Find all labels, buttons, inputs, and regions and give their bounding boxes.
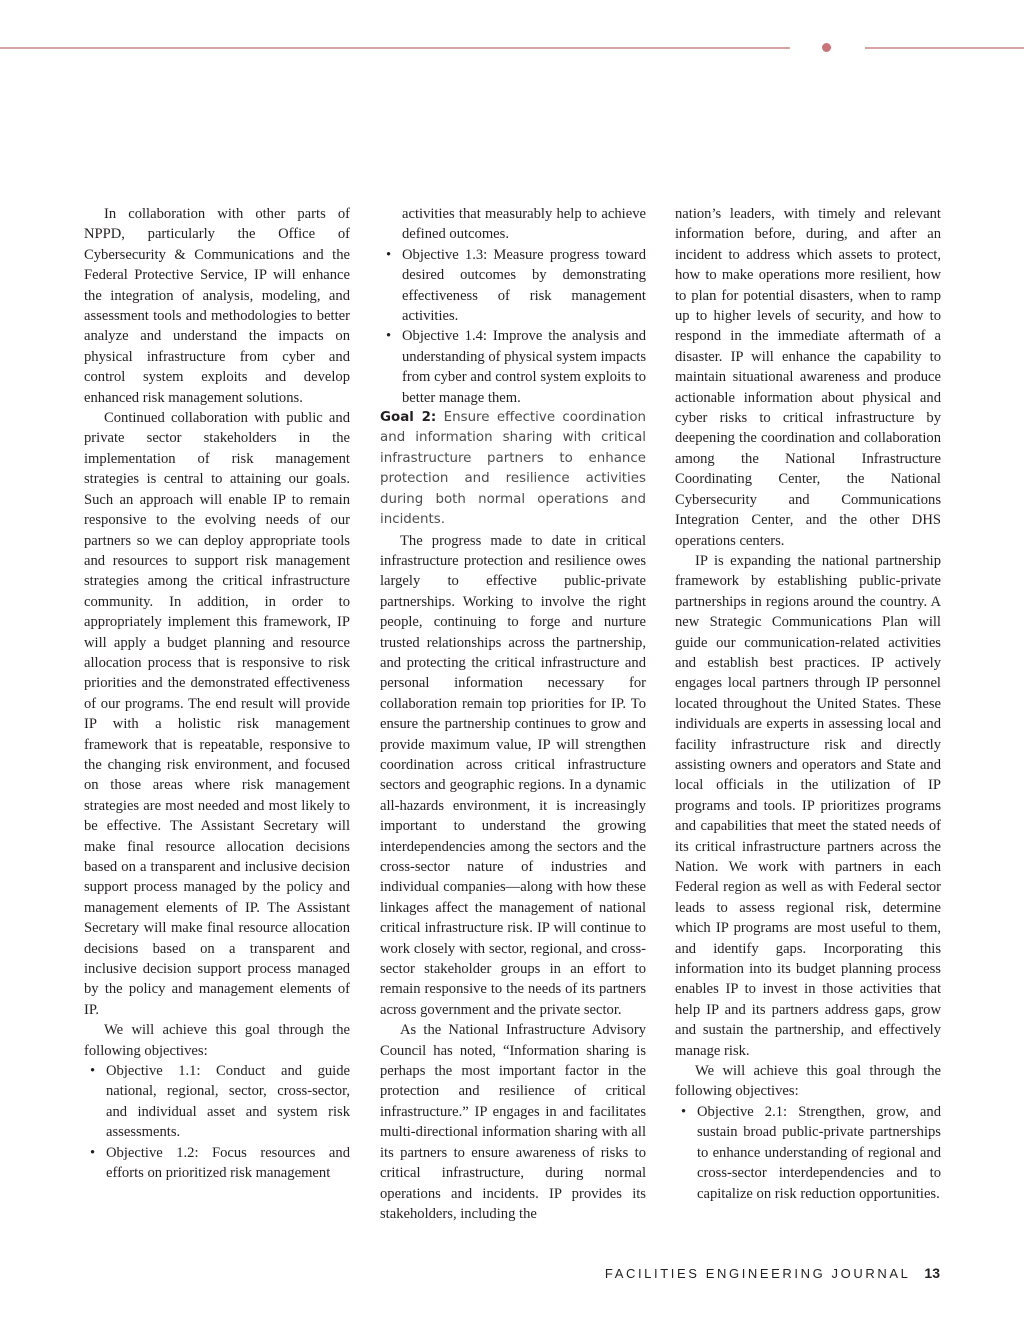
paragraph: The progress made to date in critical infrastructure protection and resilience owes largely to effective public-private partnerships. Working to involve the right people, continuing to forge and nurture trusted relationships across the partnership, and protecting the critical infrastructure and personal information necessary for collaboration remain top priorities for IP. To ensure the partnership continues to grow and provide maximum value, IP will strengthen coordination across critical infrastructure sectors and geographic regions. In a dynamic all-hazards environment, it is increasingly important to understand the growing interdependencies among the sectors and the cross-sector nature of industries and individual companies—along with how these linkages affect the management of national critical infrastructure risk. IP will continue to work closely with sector, regional, and cross-sector stakeholder groups in an effort to remain responsive to the needs of its partners across government and the private sector. [380,532,646,1018]
list-item: • Objective 1.1: Conduct and guide national, regional, sector, cross-sector, and individual asset and system risk assessments. [106,1061,350,1143]
goal-label: Goal 2: [380,410,437,426]
column-3 [675,204,941,1204]
list-item: • Objective 1.4: Improve the analysis and understanding of physical system impacts from cyber and control system exploits to better manage them. [402,326,646,408]
header-dot [822,43,831,52]
list-item: • Objective 1.3: Measure progress toward desired outcomes by demonstrating effectiveness of risk management activities. [402,245,646,327]
paragraph: We will achieve this goal through the following objectives: [675,1063,941,1100]
objectives-list [84,1061,350,1183]
page-footer [605,1265,940,1281]
objectives-list [380,204,646,408]
objectives-list [675,1102,941,1204]
paragraph: As the National Infrastructure Advisory Council has noted, “Information sharing is perhaps the most important factor in the protection and resilience of critical infrastructure.” IP engages in and facilitates multi-directional information sharing with all its partners to ensure awareness of risks to critical infrastructure, during normal operations and incidents. IP provides its stakeholders, including the [380,1022,646,1222]
paragraph: In collaboration with other parts of NPPD, particularly the Office of Cybersecurity & Communications and the Federal Protective Service, IP will enhance the integration of analysis, modeling, and assessment tools and methodologies to better analyze and understand the impacts on physical infrastructure from cyber and control system exploits and develop enhanced risk management solutions. [84,206,350,406]
list-item-text: activities that measurably help to achieve defined outcomes. [402,206,646,243]
paragraph: We will achieve this goal through the following objectives: [84,1022,350,1059]
column-2 [380,204,646,1224]
goal-heading [380,408,646,530]
journal-name: FACILITIES ENGINEERING JOURNAL [604,1266,911,1281]
header-rule-left [0,47,790,49]
paragraph-continued: nation’s leaders, with timely and relevant information before, during, and after an incident to address which assets to protect, how to make operations more resilient, how to plan for potential disasters, when to ramp up to higher levels of security, and how to respond in the immediate aftermath of a disaster. IP will enhance the capability to maintain situational awareness and produce actionable information about physical and cyber risks to critical infrastructure by deepening the coordination and collaboration among the National Infrastructure Coordinating Center, the National Cybersecurity and Communications Integration Center, and the other DHS operations centers. [675,206,941,549]
list-item: • Objective 2.1: Strengthen, grow, and sustain broad public-private partnerships to enhance understanding of regional and cross-sector interdependencies and to capitalize on risk reduction opportunities. [697,1102,941,1204]
list-item-continued [402,204,646,245]
paragraph: IP is expanding the national partnership framework by establishing public-private partnerships in regions around the country. A new Strategic Communications Plan will guide our communication-related activities and establish best practices. IP actively engages local partners through IP personnel located throughout the United States. These individuals are experts in assessing local and facility infrastructure risk and directly assisting owners and operators and State and local officials in the utilization of IP programs and tools. IP prioritizes programs and capabilities that meet the stated needs of its critical infrastructure partners across the Nation. We work with partners in each Federal region as well as with Federal sector leads to assess regional risk, determine which IP programs are most useful to them, and identify gaps. Incorporating this information into its budget planning process enables IP to invest in those activities that help IP and its partners address gaps, grow and sustain the partnership, and effectively manage risk. [675,552,941,1059]
header-rule-right [865,47,1024,49]
goal-text: Ensure effective coordination and information sharing with critical infrastructure partners to enhance protection and resilience activities during both normal operations and incidents. [380,410,647,528]
list-item: • Objective 1.2: Focus resources and efforts on prioritized risk management [106,1143,350,1184]
page-number: 13 [924,1265,940,1281]
column-1 [84,204,350,1184]
paragraph: Continued collaboration with public and private sector stakeholders in the implementation of risk management strategies is central to attaining our goals. Such an approach will enable IP to remain responsive to the evolving needs of our partners so we can deploy appropriate tools and resources to support risk management strategies among the critical infrastructure community. In addition, in order to appropriately implement this framework, IP will apply a budget planning and resource allocation process that is responsive to risk priorities and the demonstrated effectiveness of our programs. The end result will provide IP with a holistic risk management framework that is repeatable, responsive to the changing risk environment, and focused on those areas where risk management strategies are most needed and most likely to be effective. The Assistant Secretary will make final resource allocation decisions based on a transparent and inclusive decision support process managed by the policy and management elements of IP. The Assistant Secretary will make final resource allocation decisions based on a transparent and inclusive decision support process managed by the policy and management elements of IP. [84,410,350,1018]
